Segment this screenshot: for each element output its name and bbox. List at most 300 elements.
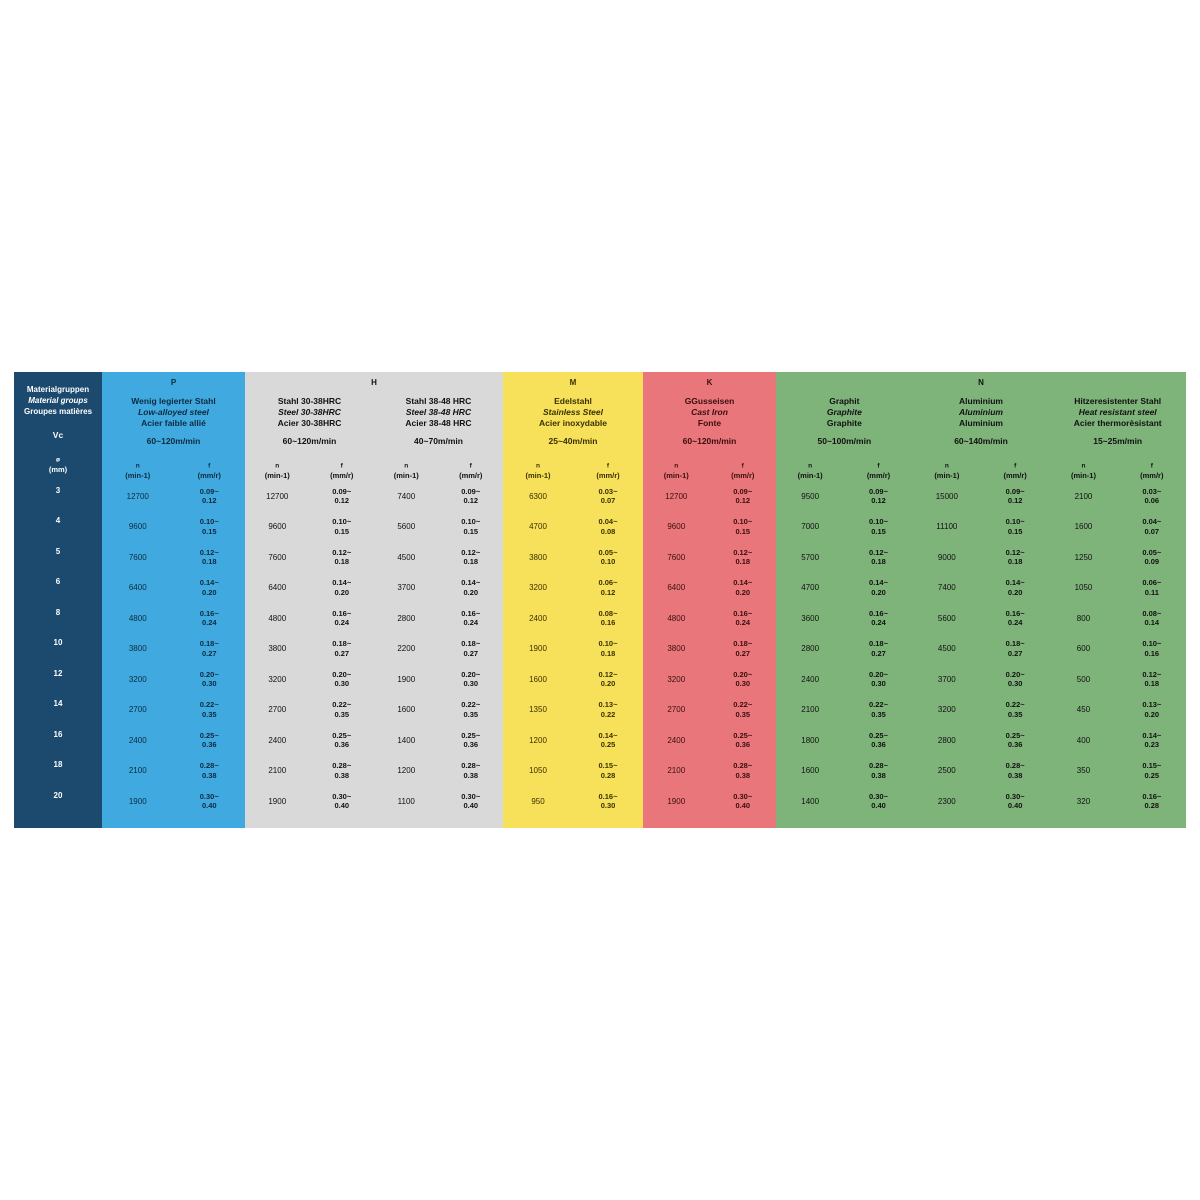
speed-value: 6400	[128, 583, 147, 592]
group-code-h: H	[371, 378, 377, 387]
speed-value: 2100	[268, 766, 287, 775]
speed-value: 1600	[529, 674, 547, 684]
diameter-value: 8	[55, 607, 61, 617]
speed-value: 1600	[1074, 522, 1093, 531]
table-row	[102, 756, 245, 787]
feed-value: 0.20~ 0.30	[1005, 669, 1025, 689]
speed-value: 7400	[397, 491, 416, 501]
feed-value: 0.16~ 0.24	[199, 608, 219, 628]
feed-value: 0.10~ 0.15	[733, 517, 753, 536]
speed-value: 2500	[937, 766, 956, 775]
feed-value: 0.10~ 0.15	[332, 517, 352, 536]
group-names-row	[776, 392, 1186, 431]
speed-value: 3800	[529, 552, 547, 562]
speed-value: 1900	[128, 796, 147, 806]
feed-value: 0.10~ 0.16	[1142, 639, 1162, 658]
speed-value: 2400	[529, 613, 547, 623]
speed-value: 2400	[801, 674, 820, 684]
diameter-value: 14	[53, 699, 63, 709]
table-row	[245, 634, 503, 665]
material-groups-title	[14, 372, 102, 425]
diameter-value: 5	[55, 546, 61, 556]
feed-value: 0.14~ 0.20	[733, 578, 753, 597]
speed-value: 3200	[529, 583, 547, 592]
feed-value: 0.22~ 0.35	[733, 700, 753, 719]
diameter-value: 3	[55, 485, 61, 495]
group-name-block	[374, 392, 503, 431]
group-name-fr: Acier faible allié	[141, 418, 206, 428]
speed-value: 2400	[667, 735, 686, 745]
table-row	[643, 481, 776, 512]
feed-value: 0.22~ 0.35	[332, 700, 352, 719]
material-groups-title-fr: Groupes matières	[23, 407, 93, 416]
speed-value: 9500	[801, 491, 820, 501]
n-header: n (min-1)	[393, 462, 419, 480]
feed-value: 0.22~ 0.35	[199, 700, 219, 719]
group-name-en: Steel 30-38HRC	[278, 407, 341, 417]
speed-value: 2800	[801, 644, 820, 653]
speed-value: 450	[1076, 705, 1091, 714]
n-header: n (min-1)	[663, 462, 689, 480]
group-name-fr: Acier inoxydable	[538, 418, 608, 428]
speed-value: 15000	[935, 491, 958, 501]
speed-value: 1900	[667, 796, 686, 806]
speed-value: 4500	[397, 552, 416, 562]
feed-value: 0.28~ 0.38	[733, 761, 753, 780]
table-row	[643, 603, 776, 634]
nf-header-row	[503, 455, 643, 481]
speed-value: 3200	[128, 674, 147, 684]
table-row	[643, 512, 776, 543]
table-row	[503, 542, 643, 573]
feed-value: 0.05~ 0.09	[1142, 547, 1162, 567]
feed-value: 0.18~ 0.27	[1005, 639, 1025, 658]
diameter-value: 10	[53, 638, 63, 648]
feed-value: 0.16~ 0.24	[461, 608, 481, 628]
feed-value: 0.14~ 0.20	[1005, 578, 1025, 597]
table-row	[102, 786, 245, 817]
vc-value: 60~140m/min	[954, 436, 1008, 446]
f-header: f (mm/r)	[1003, 462, 1027, 480]
vc-value: 60~120m/min	[282, 436, 337, 446]
speed-value: 2100	[1074, 491, 1093, 501]
feed-value: 0.18~ 0.27	[332, 639, 352, 658]
group-name-block	[776, 392, 913, 431]
group-name-en: Low-alloyed steel	[138, 407, 209, 417]
feed-value: 0.12~ 0.18	[1005, 547, 1025, 567]
speed-value: 4800	[268, 613, 287, 623]
table-row	[102, 542, 245, 573]
speed-value: 3800	[667, 644, 686, 653]
table-row	[643, 695, 776, 726]
group-p	[102, 372, 245, 828]
vc-label: Vc	[52, 430, 64, 440]
table-row	[776, 603, 1186, 634]
diameter-value: 18	[53, 760, 63, 770]
group-code-m: M	[569, 378, 577, 387]
speed-value: 9600	[268, 522, 287, 531]
speed-value: 9600	[128, 522, 147, 531]
group-name-de: GGusseisen	[684, 396, 735, 406]
group-name-fr: Fonte	[697, 418, 722, 428]
feed-value: 0.18~ 0.27	[461, 639, 481, 658]
group-name-fr: Graphite	[826, 418, 862, 428]
speed-value: 3700	[397, 583, 416, 592]
feed-value: 0.09~ 0.12	[332, 486, 352, 506]
feed-value: 0.06~ 0.11	[1142, 578, 1162, 597]
table-row	[245, 664, 503, 695]
speed-value: 2100	[128, 766, 147, 775]
feed-value: 0.30~ 0.40	[733, 791, 753, 811]
feed-value: 0.22~ 0.35	[1005, 700, 1025, 719]
n-header: n (min-1)	[125, 462, 151, 480]
group-names-row	[245, 392, 503, 431]
speed-value: 2100	[801, 705, 820, 714]
table-row	[245, 573, 503, 604]
feed-value: 0.05~ 0.10	[598, 547, 618, 567]
table-row	[102, 481, 245, 512]
feed-value: 0.13~ 0.22	[598, 700, 618, 719]
feed-value: 0.09~ 0.12	[1005, 486, 1025, 506]
table-row	[245, 481, 503, 512]
feed-value: 0.28~ 0.38	[199, 761, 219, 780]
table-row	[102, 603, 245, 634]
speed-value: 7400	[937, 583, 956, 592]
speed-value: 9600	[667, 522, 686, 531]
group-names-row	[643, 392, 776, 431]
feed-value: 0.16~ 0.28	[1142, 791, 1162, 811]
table-row	[643, 786, 776, 817]
speed-value: 3600	[801, 613, 820, 623]
group-names-row	[102, 392, 245, 431]
feed-value: 0.10~ 0.15	[199, 517, 219, 536]
feed-value: 0.14~ 0.20	[461, 578, 481, 597]
feed-value: 0.12~ 0.18	[1142, 669, 1162, 689]
feed-value: 0.16~ 0.24	[1005, 608, 1025, 628]
feed-value: 0.09~ 0.12	[733, 486, 753, 506]
table-row	[776, 695, 1186, 726]
group-name-block	[245, 392, 374, 431]
speed-value: 5600	[397, 522, 416, 531]
speed-value: 350	[1076, 766, 1091, 775]
speed-value: 2700	[268, 705, 287, 714]
group-name-de: Edelstahl	[554, 396, 592, 406]
feed-value: 0.30~ 0.40	[869, 791, 888, 811]
group-name-de: Wenig legierter Stahl	[131, 396, 216, 406]
f-header: f (mm/r)	[1140, 462, 1164, 480]
group-name-de: Stahl 38-48 HRC	[405, 396, 472, 406]
diameter-header: ø (mm)	[48, 456, 68, 474]
group-m	[503, 372, 643, 828]
feed-value: 0.25~ 0.36	[869, 730, 888, 750]
speed-value: 2700	[667, 705, 686, 714]
speed-value: 1800	[801, 735, 820, 745]
cutting-data-table	[14, 372, 1186, 828]
table-row	[503, 695, 643, 726]
speed-value: 11100	[936, 522, 958, 531]
speed-value: 2300	[937, 796, 956, 806]
speed-value: 1050	[529, 766, 547, 775]
n-header: n (min-1)	[934, 462, 960, 480]
n-header: n (min-1)	[1070, 462, 1096, 480]
material-groups-column	[14, 372, 102, 828]
speed-value: 1200	[529, 735, 547, 745]
speed-value: 1400	[397, 735, 416, 745]
feed-value: 0.09~ 0.12	[461, 486, 481, 506]
feed-value: 0.20~ 0.30	[332, 669, 352, 689]
speed-value: 1900	[529, 644, 547, 653]
group-name-de: Graphit	[829, 396, 860, 406]
group-name-block	[102, 392, 245, 431]
feed-value: 0.03~ 0.07	[598, 486, 618, 506]
diameter-value: 20	[53, 790, 63, 800]
group-name-en: Aluminium	[959, 407, 1003, 417]
table-row	[776, 725, 1186, 756]
group-k	[643, 372, 776, 828]
group-names-row	[503, 392, 643, 431]
table-row	[503, 786, 643, 817]
group-h	[245, 372, 503, 828]
table-row	[245, 603, 503, 634]
feed-value: 0.16~ 0.24	[869, 608, 888, 628]
feed-value: 0.30~ 0.40	[199, 791, 219, 811]
table-row	[776, 481, 1186, 512]
material-groups-title-en: Material groups	[28, 396, 88, 405]
speed-value: 1600	[397, 705, 416, 714]
speed-value: 7000	[801, 522, 820, 531]
feed-value: 0.16~ 0.24	[733, 608, 753, 628]
speed-value: 1600	[801, 766, 820, 775]
table-row	[776, 573, 1186, 604]
feed-value: 0.16~ 0.24	[332, 608, 352, 628]
speed-value: 1100	[397, 796, 415, 806]
speed-value: 6300	[529, 491, 547, 501]
diameter-value: 12	[53, 668, 63, 678]
group-name-block	[913, 392, 1050, 431]
group-name-block	[1049, 392, 1186, 431]
speed-value: 500	[1076, 674, 1091, 684]
feed-value: 0.25~ 0.36	[461, 730, 481, 750]
table-row	[643, 756, 776, 787]
feed-value: 0.14~ 0.20	[332, 578, 352, 597]
speed-value: 7600	[268, 552, 287, 562]
group-name-block	[643, 392, 776, 431]
table-row	[503, 756, 643, 787]
n-header: n (min-1)	[797, 462, 823, 480]
vc-value: 25~40m/min	[548, 436, 598, 446]
speed-value: 9000	[937, 552, 956, 562]
group-name-en: Graphite	[826, 407, 862, 417]
speed-value: 1250	[1074, 552, 1093, 562]
feed-value: 0.22~ 0.35	[461, 700, 481, 719]
feed-value: 0.10~ 0.15	[1005, 517, 1025, 536]
table-row	[245, 725, 503, 756]
speed-value: 1400	[801, 796, 820, 806]
feed-value: 0.14~ 0.23	[1142, 730, 1162, 750]
speed-value: 7600	[128, 552, 147, 562]
feed-value: 0.18~ 0.27	[199, 639, 219, 658]
feed-value: 0.12~ 0.18	[733, 547, 753, 567]
feed-value: 0.15~ 0.25	[1142, 761, 1162, 780]
table-row	[643, 542, 776, 573]
feed-value: 0.09~ 0.12	[199, 486, 219, 506]
feed-value: 0.28~ 0.38	[461, 761, 481, 780]
speed-value: 3800	[268, 644, 287, 653]
table-row	[776, 756, 1186, 787]
speed-value: 4500	[937, 644, 956, 653]
vc-value: 60~120m/min	[146, 436, 201, 446]
table-row	[245, 512, 503, 543]
table-row	[245, 542, 503, 573]
speed-value: 3700	[937, 674, 956, 684]
feed-value: 0.16~ 0.30	[598, 791, 618, 811]
table-row	[503, 664, 643, 695]
feed-value: 0.10~ 0.15	[461, 517, 481, 536]
table-row	[102, 664, 245, 695]
speed-value: 800	[1076, 613, 1091, 623]
speed-value: 12700	[126, 491, 149, 501]
speed-value: 600	[1076, 644, 1091, 653]
feed-value: 0.25~ 0.36	[733, 730, 753, 750]
f-header: f (mm/r)	[731, 462, 755, 480]
feed-value: 0.20~ 0.30	[869, 669, 888, 689]
feed-value: 0.18~ 0.27	[733, 639, 753, 658]
group-name-en: Cast Iron	[691, 407, 728, 417]
vc-row	[643, 431, 776, 455]
speed-value: 4700	[801, 583, 820, 592]
table-row	[776, 634, 1186, 665]
vc-value: 40~70m/min	[414, 436, 463, 446]
feed-value: 0.12~ 0.18	[461, 547, 481, 567]
group-name-en: Stainless Steel	[542, 407, 603, 417]
speed-value: 2100	[667, 766, 686, 775]
feed-value: 0.25~ 0.36	[1005, 730, 1025, 750]
table-row	[776, 786, 1186, 817]
f-header: f (mm/r)	[330, 462, 354, 480]
table-row	[102, 695, 245, 726]
feed-value: 0.14~ 0.20	[869, 578, 888, 597]
table-row	[643, 725, 776, 756]
table-row	[102, 512, 245, 543]
f-header: f (mm/r)	[596, 462, 620, 480]
table-row	[245, 786, 503, 817]
feed-value: 0.14~ 0.20	[199, 578, 219, 597]
feed-value: 0.03~ 0.06	[1142, 486, 1162, 506]
speed-value: 4700	[529, 522, 547, 531]
vc-value: 15~25m/min	[1093, 436, 1143, 446]
group-name-de: Aluminium	[959, 396, 1003, 406]
feed-value: 0.28~ 0.38	[332, 761, 352, 780]
table-row	[245, 695, 503, 726]
feed-value: 0.09~ 0.12	[869, 486, 888, 506]
vc-value: 50~100m/min	[817, 436, 872, 446]
table-row	[776, 542, 1186, 573]
group-code-n: N	[978, 378, 984, 387]
table-row	[643, 573, 776, 604]
speed-value: 2200	[397, 644, 416, 653]
feed-value: 0.12~ 0.18	[332, 547, 352, 567]
feed-value: 0.18~ 0.27	[869, 639, 888, 658]
speed-value: 7600	[667, 552, 686, 562]
feed-value: 0.20~ 0.30	[733, 669, 753, 689]
speed-value: 2800	[937, 735, 956, 745]
group-name-fr: Aluminium	[959, 418, 1003, 428]
table-row	[503, 634, 643, 665]
feed-value: 0.20~ 0.30	[199, 669, 219, 689]
speed-value: 4800	[667, 613, 686, 623]
diameter-value: 16	[53, 729, 63, 739]
vc-row	[503, 431, 643, 455]
feed-value: 0.28~ 0.38	[869, 761, 888, 780]
speed-value: 3800	[128, 644, 147, 653]
group-code-p: P	[170, 378, 177, 387]
table-row	[102, 634, 245, 665]
feed-value: 0.08~ 0.14	[1142, 608, 1162, 628]
vc-value: 60~120m/min	[682, 436, 737, 446]
group-name-block	[503, 392, 643, 431]
table-row	[503, 603, 643, 634]
n-header: n (min-1)	[264, 462, 290, 480]
nf-header-row	[245, 455, 503, 481]
speed-value: 5600	[937, 613, 956, 623]
feed-value: 0.10~ 0.18	[598, 639, 618, 658]
group-name-en: Steel 38-48 HRC	[405, 407, 472, 417]
feed-value: 0.28~ 0.38	[1005, 761, 1025, 780]
feed-value: 0.15~ 0.28	[598, 761, 618, 780]
feed-value: 0.25~ 0.36	[332, 730, 352, 750]
table-row	[643, 664, 776, 695]
speed-value: 1900	[268, 796, 287, 806]
speed-value: 1350	[529, 705, 547, 714]
feed-value: 0.22~ 0.35	[869, 700, 888, 719]
f-header: f (mm/r)	[866, 462, 891, 480]
feed-value: 0.20~ 0.30	[461, 669, 481, 689]
feed-value: 0.12~ 0.20	[598, 669, 618, 689]
speed-value: 2800	[397, 613, 416, 623]
speed-value: 2400	[268, 735, 287, 745]
feed-value: 0.30~ 0.40	[332, 791, 352, 811]
vc-row	[245, 431, 503, 455]
speed-value: 320	[1076, 796, 1091, 806]
speed-value: 6400	[667, 583, 686, 592]
vc-row	[102, 431, 245, 455]
feed-value: 0.30~ 0.40	[461, 791, 481, 811]
table-row	[503, 512, 643, 543]
group-name-fr: Acier 38-48 HRC	[405, 418, 472, 428]
group-name-en: Heat resistant steel	[1078, 407, 1157, 417]
table-row	[102, 725, 245, 756]
speed-value: 950	[531, 796, 545, 806]
speed-value: 400	[1076, 735, 1091, 745]
feed-value: 0.12~ 0.18	[869, 547, 888, 567]
speed-value: 4800	[128, 613, 147, 623]
feed-value: 0.06~ 0.12	[598, 578, 618, 597]
group-code-k: K	[706, 378, 713, 387]
table-row	[776, 512, 1186, 543]
speed-value: 2700	[128, 705, 147, 714]
table-row	[245, 756, 503, 787]
speed-value: 1050	[1074, 583, 1093, 592]
f-header: f (mm/r)	[197, 462, 221, 480]
speed-value: 5700	[801, 552, 820, 562]
feed-value: 0.25~ 0.36	[199, 730, 219, 750]
feed-value: 0.10~ 0.15	[869, 517, 888, 536]
table-row	[776, 664, 1186, 695]
table-row	[503, 573, 643, 604]
speed-value: 1200	[397, 766, 416, 775]
table-row	[503, 481, 643, 512]
nf-header-row	[643, 455, 776, 481]
